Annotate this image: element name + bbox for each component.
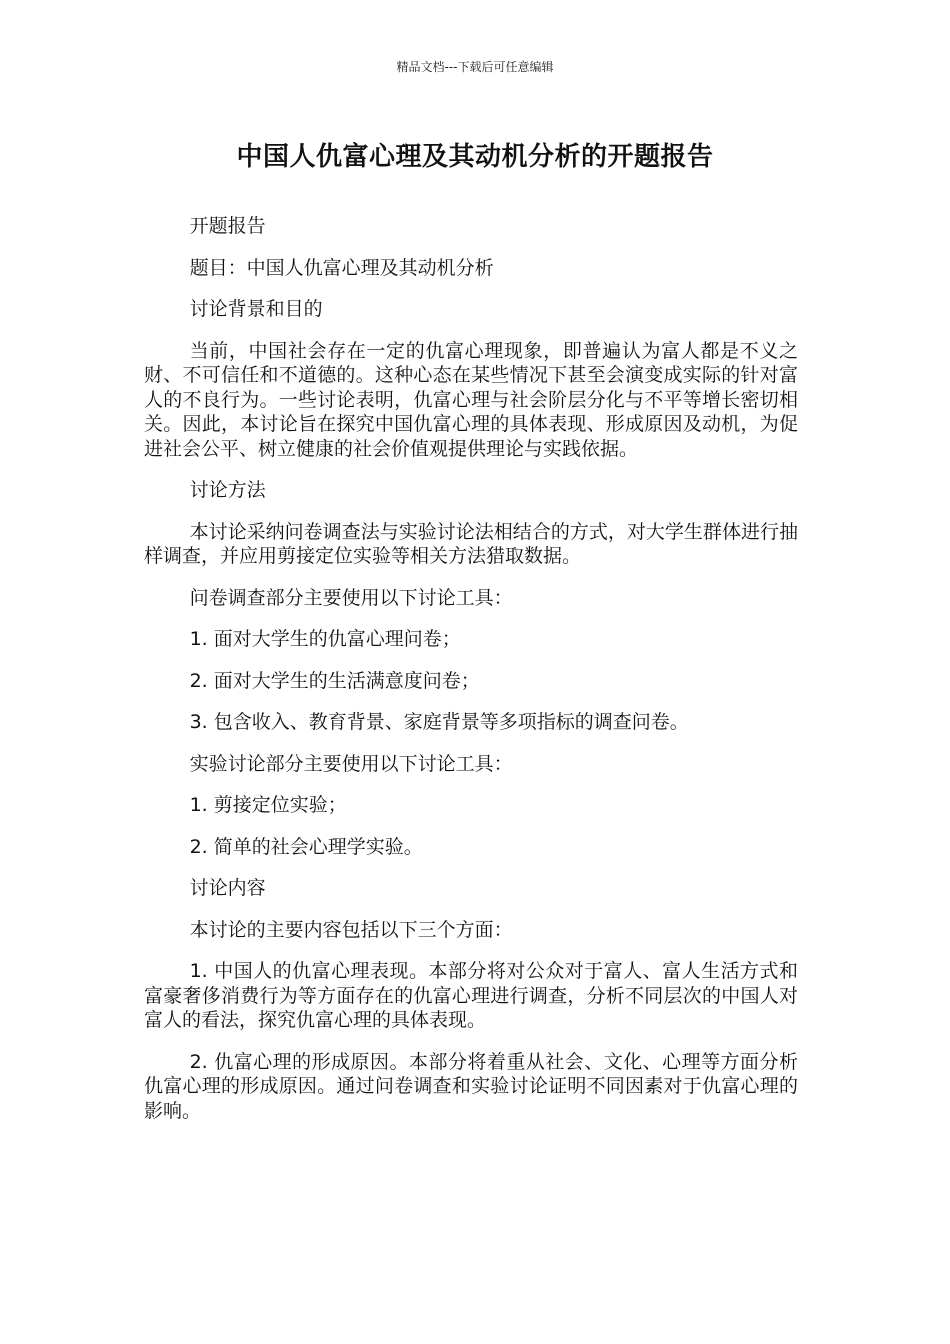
paragraph-report-label: 开题报告	[189, 215, 266, 237]
list-item: 2. 面对大学生的生活满意度问卷；	[189, 669, 480, 692]
list-item: 2. 仇富心理的形成原因。本部分将着重从社会、文化、心理等方面分析仇富心理的形成原因。通过问卷调查和实验讨论证明不同因素对于仇富心理的影响。	[144, 1050, 798, 1122]
paragraph-topic: 题目：中国人仇富心理及其动机分析	[189, 256, 494, 279]
paragraph-content-intro: 本讨论的主要内容包括以下三个方面：	[189, 918, 513, 941]
paragraph-background: 当前，中国社会存在一定的仇富心理现象，即普遍认为富人都是不义之财、不可信任和不道德的。这种心态在某些情况下甚至会演变成实际的针对富人的不良行为。一些讨论表明，仇富心理与社会阶层分化与不平等增长密切相关。因此，本讨论旨在探究中国仇富心理的具体表现、形成原因及动机，为促进社会公平、树立健康的社会价值观提供理论与实践依据。	[144, 339, 798, 460]
heading-background: 讨论背景和目的	[189, 298, 323, 320]
paragraph-method: 本讨论采纳问卷调查法与实验讨论法相结合的方式，对大学生群体进行抽样调查，并应用剪接定位实验等相关方法猎取数据。	[144, 520, 798, 567]
paragraph-experiment-tools: 实验讨论部分主要使用以下讨论工具：	[189, 752, 513, 775]
document-body	[144, 214, 798, 1140]
document-title: 中国人仇富心理及其动机分析的开题报告	[236, 142, 714, 172]
list-item: 2. 简单的社会心理学实验。	[189, 835, 423, 858]
list-item: 1. 中国人的仇富心理表现。本部分将对公众对于富人、富人生活方式和富豪奢侈消费行为等方面存在的仇富心理进行调查，分析不同层次的中国人对富人的看法，探究仇富心理的具体表现。	[144, 960, 798, 1031]
heading-method: 讨论方法	[189, 479, 266, 501]
page-header: 精品文档---下载后可任意编辑	[396, 60, 554, 74]
list-item: 1. 面对大学生的仇富心理问卷；	[189, 628, 461, 650]
paragraph-survey-tools: 问卷调查部分主要使用以下讨论工具：	[189, 586, 513, 609]
heading-content: 讨论内容	[189, 877, 266, 899]
list-item: 3. 包含收入、教育背景、家庭背景等多项指标的调查问卷。	[189, 711, 689, 733]
list-item: 1. 剪接定位实验；	[189, 794, 347, 816]
